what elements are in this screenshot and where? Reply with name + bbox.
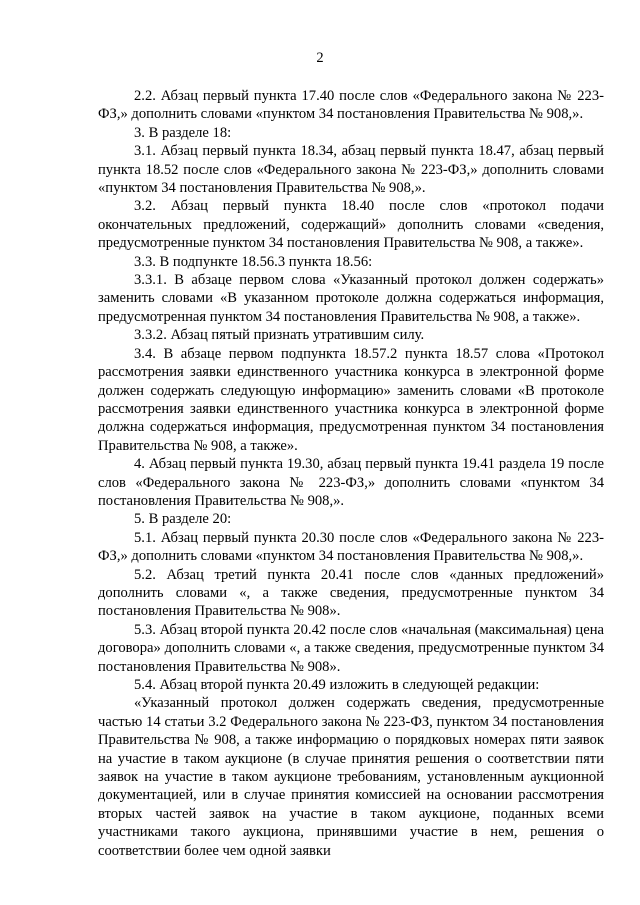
paragraph-3-4: 3.4. В абзаце первом подпункта 18.57.2 пункта 18.57 слова «Протокол рассмотрения заявки единственного участника конкурса в электронной форме должен содержать следующую информацию» заменить словами «В протоколе рассмотрения заявки единственного участника конкурса в электронной форме должна содержаться информация, предусмотренная пунктом 34 постановления Правительства № 908, а также».	[98, 345, 604, 454]
document-body	[98, 87, 604, 860]
paragraph-3-2: 3.2. Абзац первый пункта 18.40 после слов «протокол подачи окончательных предложений, содержащий» дополнить словами «сведения, предусмотренные пунктом 34 постановления Правительства № 908, а также».	[98, 198, 604, 252]
page-number: 2	[316, 50, 324, 66]
paragraph-5-1: 5.1. Абзац первый пункта 20.30 после слов «Федерального закона № 223-ФЗ,» дополнить словами «пунктом 34 постановления Правительства № 908,».	[98, 529, 604, 565]
paragraph-5-4: 5.4. Абзац второй пункта 20.49 изложить в следующей редакции:	[134, 677, 540, 693]
paragraph-3-3-2: 3.3.2. Абзац пятый признать утратившим силу.	[134, 327, 425, 344]
paragraph-2-2: 2.2. Абзац первый пункта 17.40 после слов «Федерального закона № 223-ФЗ,» дополнить словами «пунктом 34 постановления Правительства № 908,».	[98, 88, 604, 123]
paragraph-quoted-text: «Указанный протокол должен содержать сведения, предусмотренные частью 14 статьи 3.2 Федерального закона № 223-ФЗ, пунктом 34 постановления Правительства № 908, а также информацию о порядковых номерах пяти заявок на участие в таком аукционе (в случае принятия решения о соответствии пяти заявок на участие в таком аукционе требованиям, установленным аукционной документацией, или в случае принятия комиссией на основании рассмотрения вторых частей заявок на участие в таком аукционе, поданных всеми участниками такого аукциона, принявшими участие в нем, решения о соответствии более чем одной заявки	[98, 695, 604, 859]
paragraph-3-3: 3.3. В подпункте 18.56.3 пункта 18.56:	[134, 253, 373, 270]
paragraph-3-1: 3.1. Абзац первый пункта 18.34, абзац первый пункта 18.47, абзац первый пункта 18.52 после слов «Федерального закона № 223-ФЗ,» дополнить словами «пунктом 34 постановления Правительства № 908,».	[98, 143, 604, 197]
paragraph-3-3-1: 3.3.1. В абзаце первом слова «Указанный протокол должен содержать» заменить словами «В указанном протоколе должна содержаться информация, предусмотренная пунктом 34 постановления Правительства № 908, а также».	[98, 272, 604, 325]
paragraph-5-3: 5.3. Абзац второй пункта 20.42 после слов «начальная (максимальная) цена договора» дополнить словами «, а также сведения, предусмотренные пунктом 34 постановления Правительства № 908».	[98, 621, 604, 675]
paragraph-5: 5. В разделе 20:	[134, 511, 232, 528]
paragraph-3: 3. В разделе 18:	[134, 124, 232, 141]
paragraph-4: 4. Абзац первый пункта 19.30, абзац первый пункта 19.41 раздела 19 после слов «Федерального закона № 223-ФЗ,» дополнить словами «пунктом 34 постановления Правительства № 908,».	[98, 456, 604, 509]
paragraph-5-2: 5.2. Абзац третий пункта 20.41 после слов «данных предложений» дополнить словами «, а также сведения, предусмотренные пунктом 34 постановления Правительства № 908».	[98, 566, 604, 620]
